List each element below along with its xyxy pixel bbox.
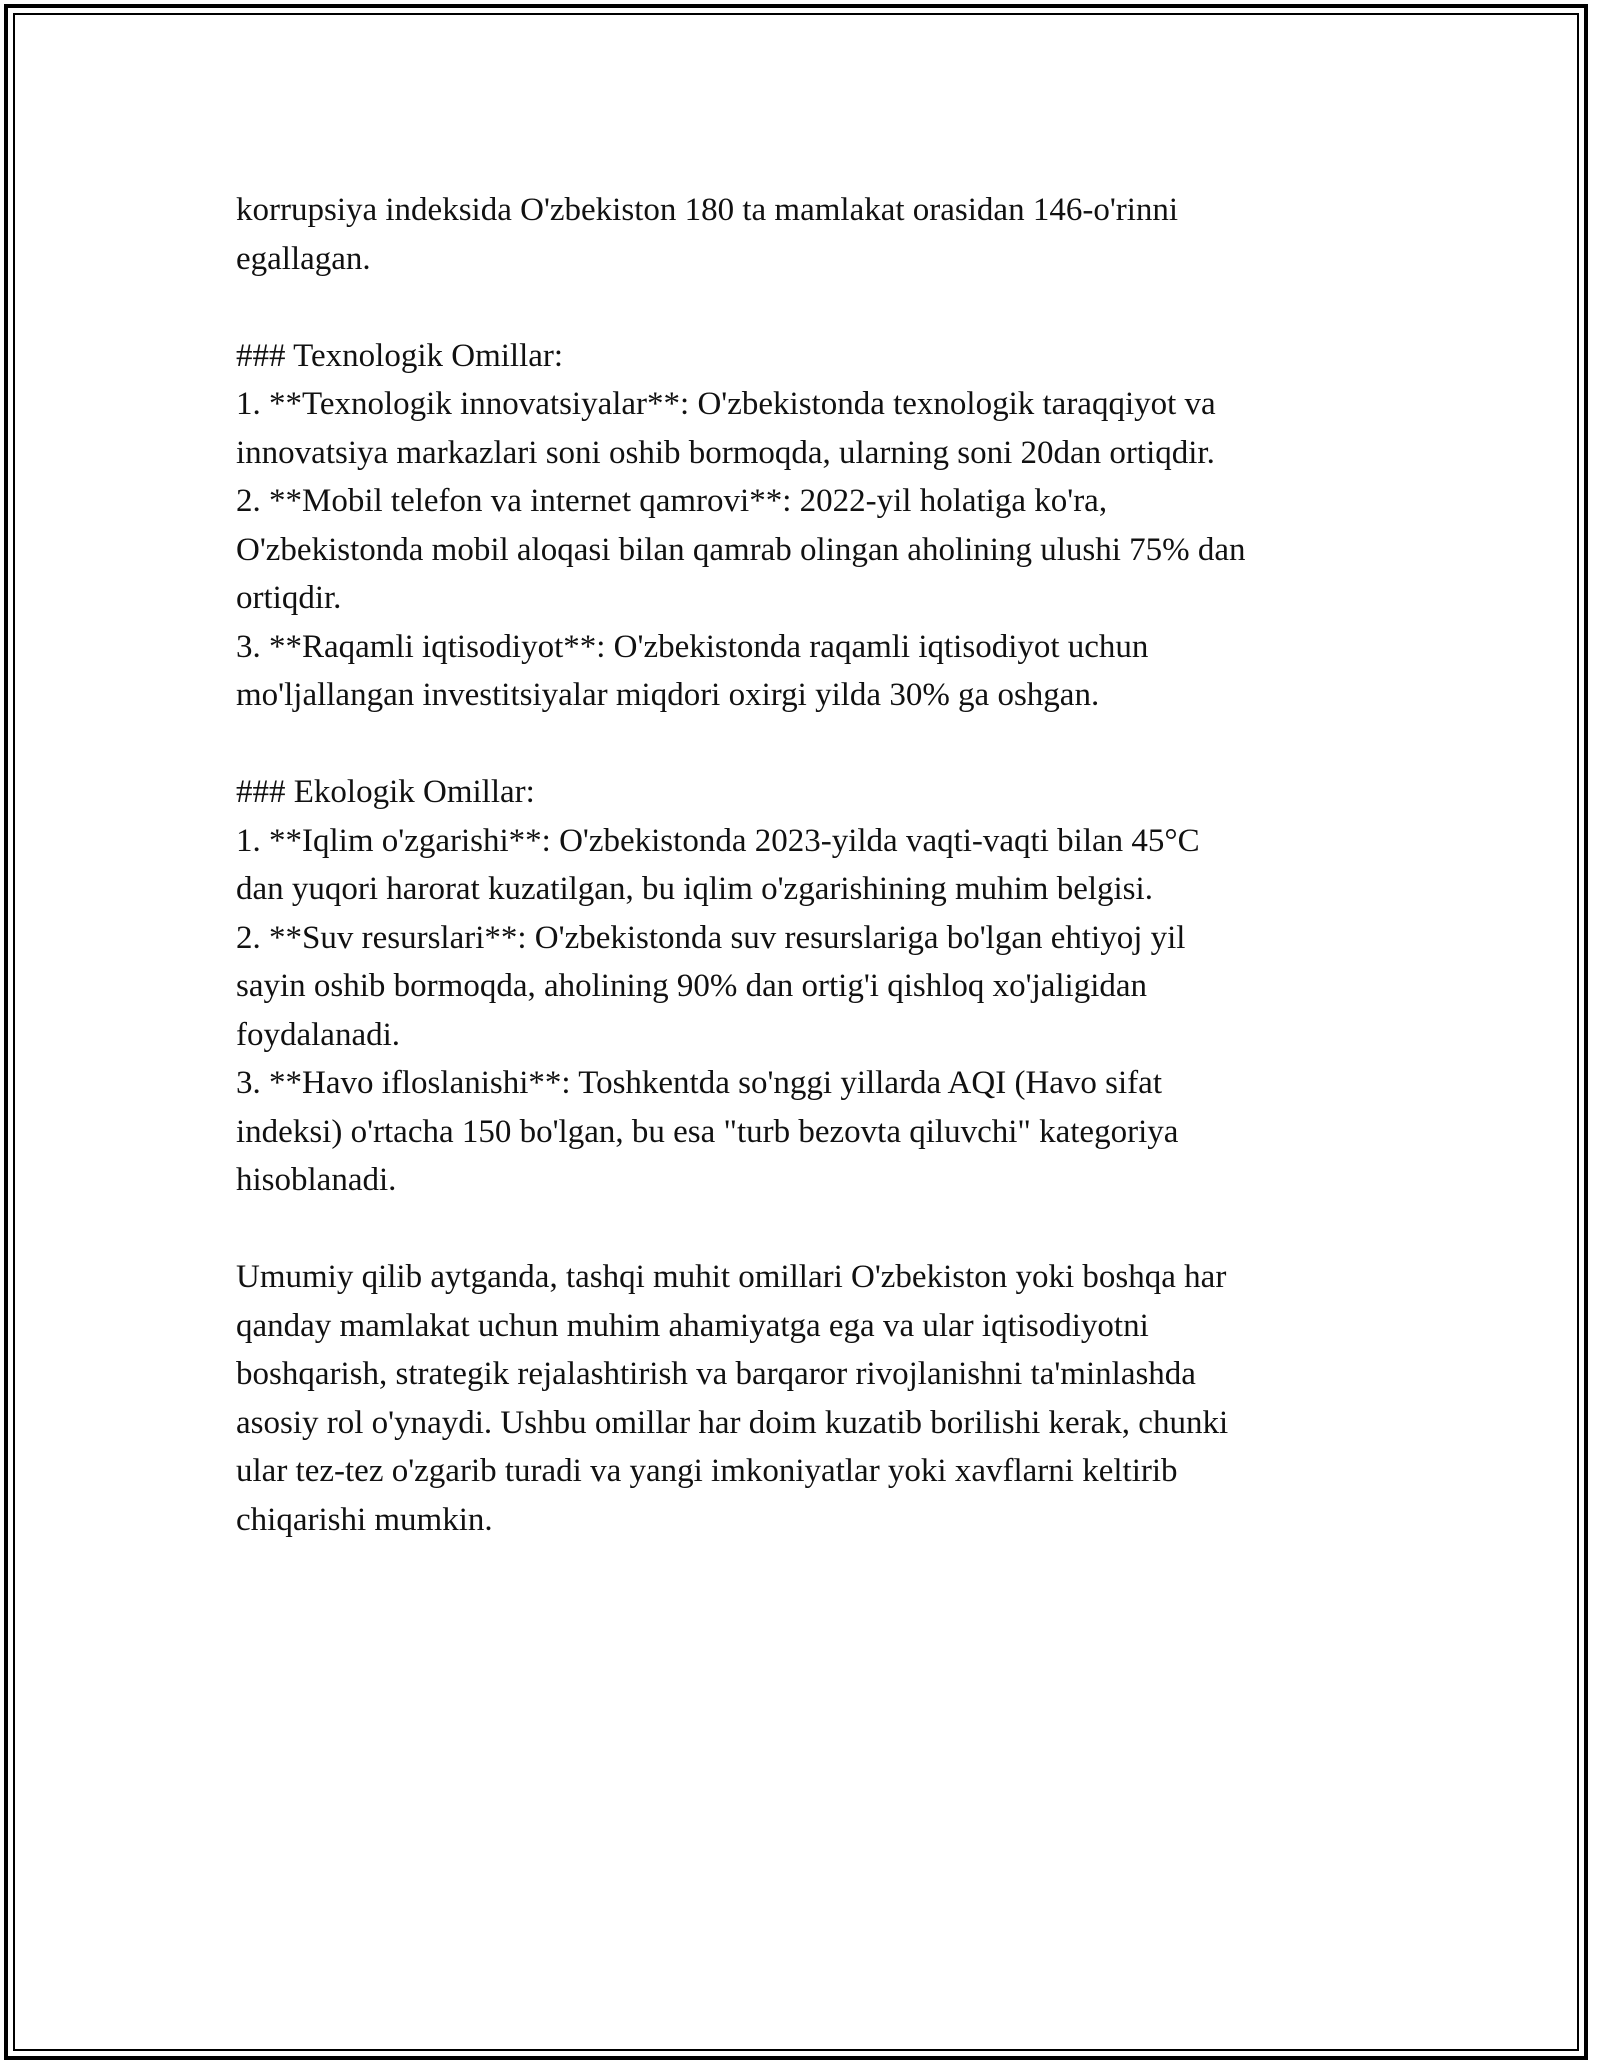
text-line: 2. **Mobil telefon va internet qamrovi**: 2022-yil holatiga ko'ra, — [236, 483, 1108, 519]
tech-section — [236, 332, 1376, 720]
text-line: ular tez-tez o'zgarib turadi va yangi imkoniyatlar yoki xavflarni keltirib — [236, 1453, 1178, 1489]
text-line: 1. **Texnologik innovatsiyalar**: O'zbekistonda texnologik taraqqiyot va — [236, 386, 1216, 422]
text-line: 1. **Iqlim o'zgarishi**: O'zbekistonda 2023-yilda vaqti-vaqti bilan 45°C — [236, 822, 1200, 859]
paragraph-gap — [236, 720, 1376, 769]
text-line: korrupsiya indeksida O'zbekiston 180 ta mamlakat orasidan 146-o'rinni — [236, 192, 1179, 228]
conclusion-paragraph — [236, 1253, 1376, 1544]
text-line: egallagan. — [236, 240, 371, 277]
text-line: 3. **Havo ifloslanishi**: Toshkentda so'nggi yillarda AQI (Havo sifat — [236, 1065, 1162, 1101]
text-line: foydalanadi. — [236, 1016, 401, 1053]
section-heading-tech: ### Texnologik Omillar: — [236, 337, 564, 374]
text-line: chiqarishi mumkin. — [236, 1501, 493, 1538]
text-line: innovatsiya markazlari soni oshib bormoqda, ularning soni 20dan ortiqdir. — [236, 434, 1215, 471]
text-line: O'zbekistonda mobil aloqasi bilan qamrab olingan aholining ulushi 75% dan — [236, 531, 1246, 568]
text-line: 2. **Suv resurslari**: O'zbekistonda suv resurslariga bo'lgan ehtiyoj yil — [236, 919, 1186, 956]
text-line: asosiy rol o'ynaydi. Ushbu omillar har doim kuzatib borilishi kerak, chunki — [236, 1404, 1229, 1441]
text-line: 3. **Raqamli iqtisodiyot**: O'zbekistonda raqamli iqtisodiyot uchun — [236, 628, 1149, 665]
paragraph-gap — [236, 283, 1376, 332]
document-body — [236, 186, 1376, 1544]
text-line: Umumiy qilib aytganda, tashqi muhit omillari O'zbekiston yoki boshqa har — [236, 1259, 1227, 1295]
section-heading-eco: ### Ekologik Omillar: — [236, 774, 535, 810]
text-line: ortiqdir. — [236, 580, 342, 616]
intro-paragraph — [236, 186, 1376, 283]
text-line: boshqarish, strategik rejalashtirish va barqaror rivojlanishni ta'minlashda — [236, 1356, 1196, 1392]
text-line: hisoblanadi. — [236, 1162, 397, 1198]
text-line: indeksi) o'rtacha 150 bo'lgan, bu esa "turb bezovta qiluvchi" kategoriya — [236, 1113, 1179, 1150]
paragraph-gap — [236, 1205, 1376, 1254]
text-line: dan yuqori harorat kuzatilgan, bu iqlim o'zgarishining muhim belgisi. — [236, 871, 1153, 907]
eco-section — [236, 768, 1376, 1205]
text-line: qanday mamlakat uchun muhim ahamiyatga ega va ular iqtisodiyotni — [236, 1307, 1149, 1344]
text-line: mo'ljallangan investitsiyalar miqdori oxirgi yilda 30% ga oshgan. — [236, 677, 1100, 713]
text-line: sayin oshib bormoqda, aholining 90% dan ortig'i qishloq xo'jaligidan — [236, 968, 1148, 1004]
